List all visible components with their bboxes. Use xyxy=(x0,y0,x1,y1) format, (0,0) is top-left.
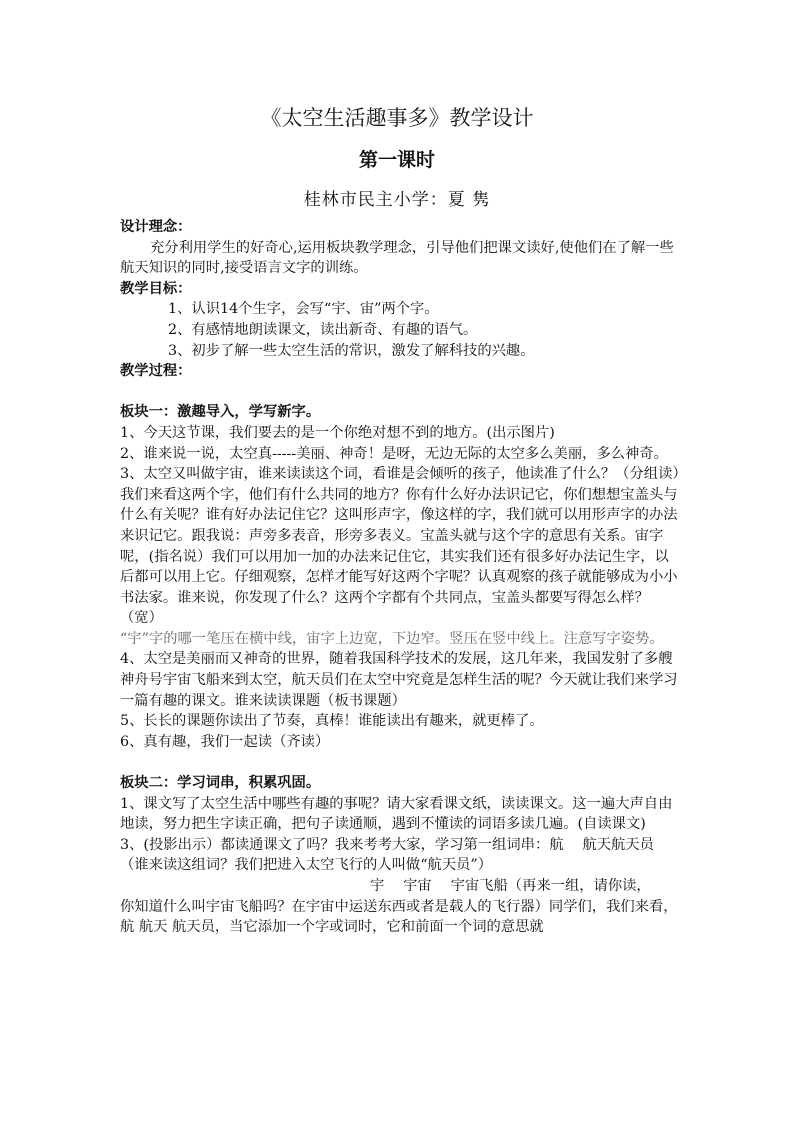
block2-paragraph: 1、课文写了太空生活中哪些有趣的事呢？请大家看课文纸，读读课文。这一遍大声自由地读，努力把生字读正确，把句子读通顺，遇到不懂读的词语多读几遍。(自读课文) xyxy=(120,795,673,833)
block2-heading: 板块二：学习词串，积累巩固。 xyxy=(120,775,321,792)
goal-item: 2、有感情地朗读课文，读出新奇、有趣的语气。 xyxy=(168,321,478,338)
block2-word-list: 宇 宇宙 宇宙飞船（再来一组，请你读， xyxy=(370,878,651,894)
block1-paragraph: 2、谁来说一说，太空真-----美丽、神奇！是呀，无边无际的太空多么美丽，多么神奇。 xyxy=(120,445,668,462)
author-line: 桂林市民主小学：夏 隽 xyxy=(303,190,491,210)
block2-paragraph: 你知道什么叫宇宙飞船吗？在宇宙中运送东西或者是载人的飞行器）同学们，我们来看，航 航天 航天员，当它添加一个字或词时，它和前面一个词的意思就 xyxy=(120,898,678,936)
concept-heading: 设计理念： xyxy=(120,219,192,235)
concept-text: 充分利用学生的好奇心,运用板块教学理念，引导他们把课文读好,使他们在了解一些航天知识的同时,接受语言文字的训练。 xyxy=(120,239,674,277)
block1-paragraph: 4、太空是美丽而又神奇的世界，随着我国科学技术的发展，这几年来，我国发射了多艘神舟号宇宙飞船来到太空，航天员们在太空中究竟是怎样生活的呢？今天就让我们来学习一篇有趣的课文。谁来读读课题（板书课题） xyxy=(120,651,678,709)
document-body xyxy=(120,217,680,938)
block1-paragraph: 6、真有趣，我们一起读（齐读） xyxy=(120,733,330,750)
goal-item: 1、认识14个生字，会写“宇、宙”两个字。 xyxy=(168,301,439,318)
block1-paragraph: 1、今天这节课，我们要去的是一个你绝对想不到的地方。(出示图片) xyxy=(120,424,555,441)
document-title: 《太空生活趣事多》教学设计 xyxy=(260,106,534,130)
block2-paragraph: 3、(投影出示）都读通课文了吗？我来考考大家，学习第一组词串：航 航天航天员（谁来读这组词？我们把进入太空飞行的人叫做“航天员”） xyxy=(120,836,654,874)
block1-paragraph: 3、太空又叫做宇宙，谁来读读这个词，看谁是会倾听的孩子，他读准了什么？（分组读）我们来看这两个字，他们有什么共同的地方？你有什么好办法识记它，你们想想宝盖头与什么有关呢？谁有好办法记住它？这叫形声字，像这样的字，我们就可以用形声字的办法来识记它。跟我说：声旁多表音，形旁多表义。宝盖头就与这个字的意思有关系。宙字呢，(指名说）我们可以用加一加的办法来记住它，其实我们还有很多好办法记生字，以后都可以用上它。仔细观察，怎样才能写好这两个字呢？认真观察的孩子就能够成为小小书法家。谁来说，你发现了什么？这两个字都有个共同点，宝盖头都要写得怎么样？（宽） xyxy=(120,466,680,627)
lesson-subtitle: 第一课时 xyxy=(358,149,435,171)
goal-item: 3、初步了解一些太空生活的常识，激发了解科技的兴趣。 xyxy=(168,342,535,359)
spacer xyxy=(120,752,680,773)
block1-writing-note: “宇”字的哪一笔压在横中线，宙字上边宽，下边窄。竖压在竖中线上。注意写字姿势。 xyxy=(120,630,664,647)
process-heading: 教学过程： xyxy=(120,363,192,380)
spacer xyxy=(120,382,680,403)
block1-heading: 板块一：激趣导入，学写新字。 xyxy=(120,404,321,421)
goals-heading: 教学目标： xyxy=(120,280,192,297)
block1-paragraph: 5、长长的课题你读出了节奏，真棒！谁能读出有趣来，就更棒了。 xyxy=(120,713,544,730)
